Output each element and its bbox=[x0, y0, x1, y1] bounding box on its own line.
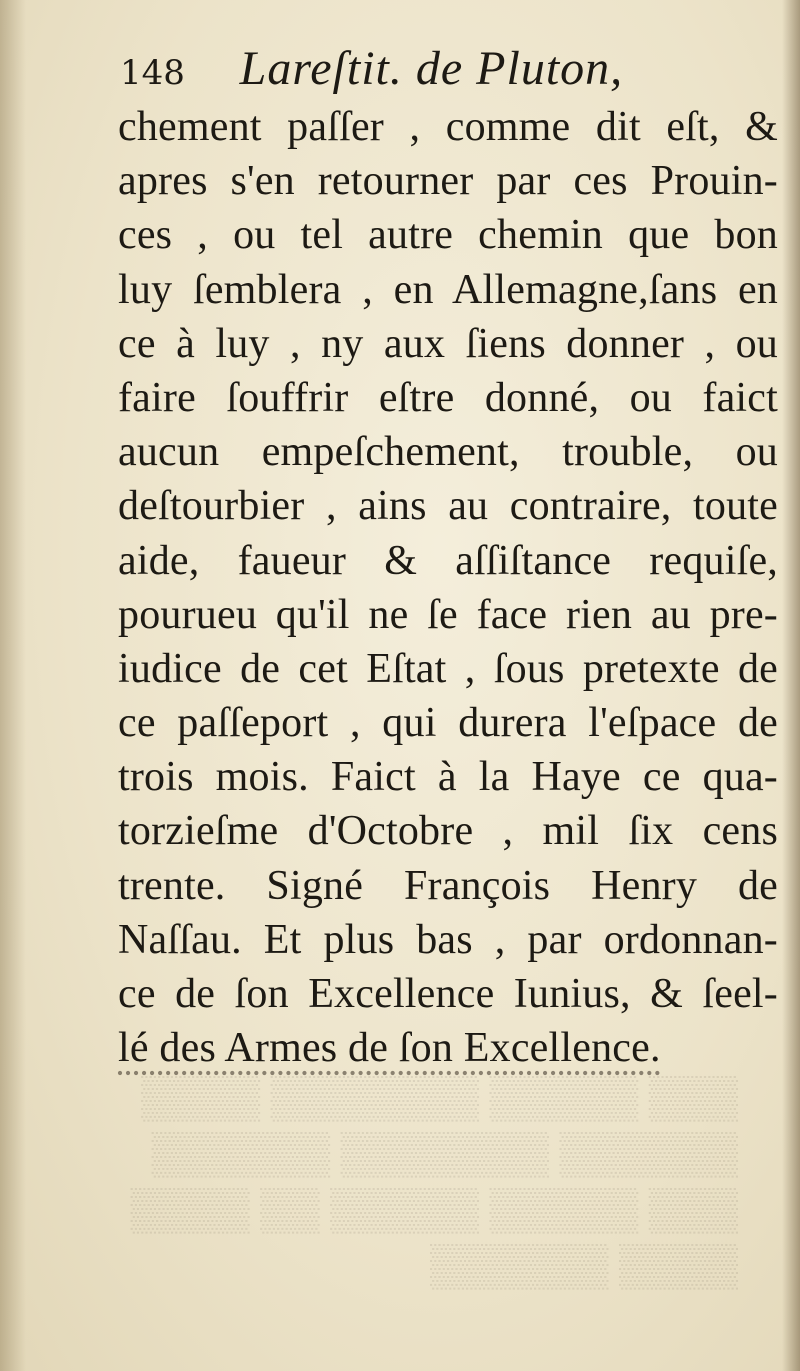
text-line: torzieſme d'Octobre , mil ſix cens bbox=[118, 808, 778, 855]
show-through-texture: ▒▒▒ ▒▒▒▒▒ ▒▒▒▒▒▒▒ ▒▒▒▒ ▒▒▒▒▒▒ ▒▒▒▒▒▒▒ ▒▒▒▒▒▒ ▒▒▒ ▒▒▒▒▒ ▒▒▒▒▒ ▒▒ ▒▒▒▒ ▒▒▒▒ ▒▒▒▒▒▒ bbox=[130, 1075, 738, 1289]
text-line: trente. Signé François Henry de bbox=[118, 862, 778, 909]
text-line: Naſſau. Et plus bas , par ordonnan- bbox=[118, 916, 778, 963]
text-line: aide, faueur & aſſiſtance requiſe, bbox=[118, 537, 778, 584]
text-line: aucun empeſchement, trouble, ou bbox=[118, 429, 778, 476]
page-gutter-shadow bbox=[0, 0, 26, 1371]
page-number: 148 bbox=[120, 53, 185, 93]
running-title: Lareſtit. de Pluton, bbox=[239, 42, 624, 95]
text-line: faire ſouffrir eſtre donné, ou faict bbox=[118, 374, 778, 421]
text-line-final: lé des Armes de ſon Excellence. bbox=[118, 1025, 661, 1072]
text-line: luy ſemblera , en Allemagne,ſans en bbox=[118, 266, 778, 313]
text-line: iudice de cet Eſtat , ſous pretexte de bbox=[118, 645, 778, 692]
body-text bbox=[118, 100, 778, 1075]
text-line: deſtourbier , ains au contraire, toute bbox=[118, 483, 778, 530]
text-line: trois mois. Faict à la Haye ce qua- bbox=[118, 754, 778, 801]
text-line: chement paſſer , comme dit eſt, & bbox=[118, 104, 778, 150]
text-line: ce à luy , ny aux ſiens donner , ou bbox=[118, 320, 778, 367]
text-line: ce paſſeport , qui durera l'eſpace de bbox=[118, 700, 778, 747]
text-line: pourueu qu'il ne ſe face rien au pre- bbox=[118, 591, 778, 638]
text-line: ce de ſon Excellence Iunius, & ſeel- bbox=[118, 971, 778, 1017]
page-edge-shadow bbox=[782, 0, 800, 1371]
text-line: apres s'en retourner par ces Prouin- bbox=[118, 158, 778, 205]
text-line: ces , ou tel autre chemin que bon bbox=[118, 212, 778, 259]
running-head bbox=[120, 36, 680, 102]
